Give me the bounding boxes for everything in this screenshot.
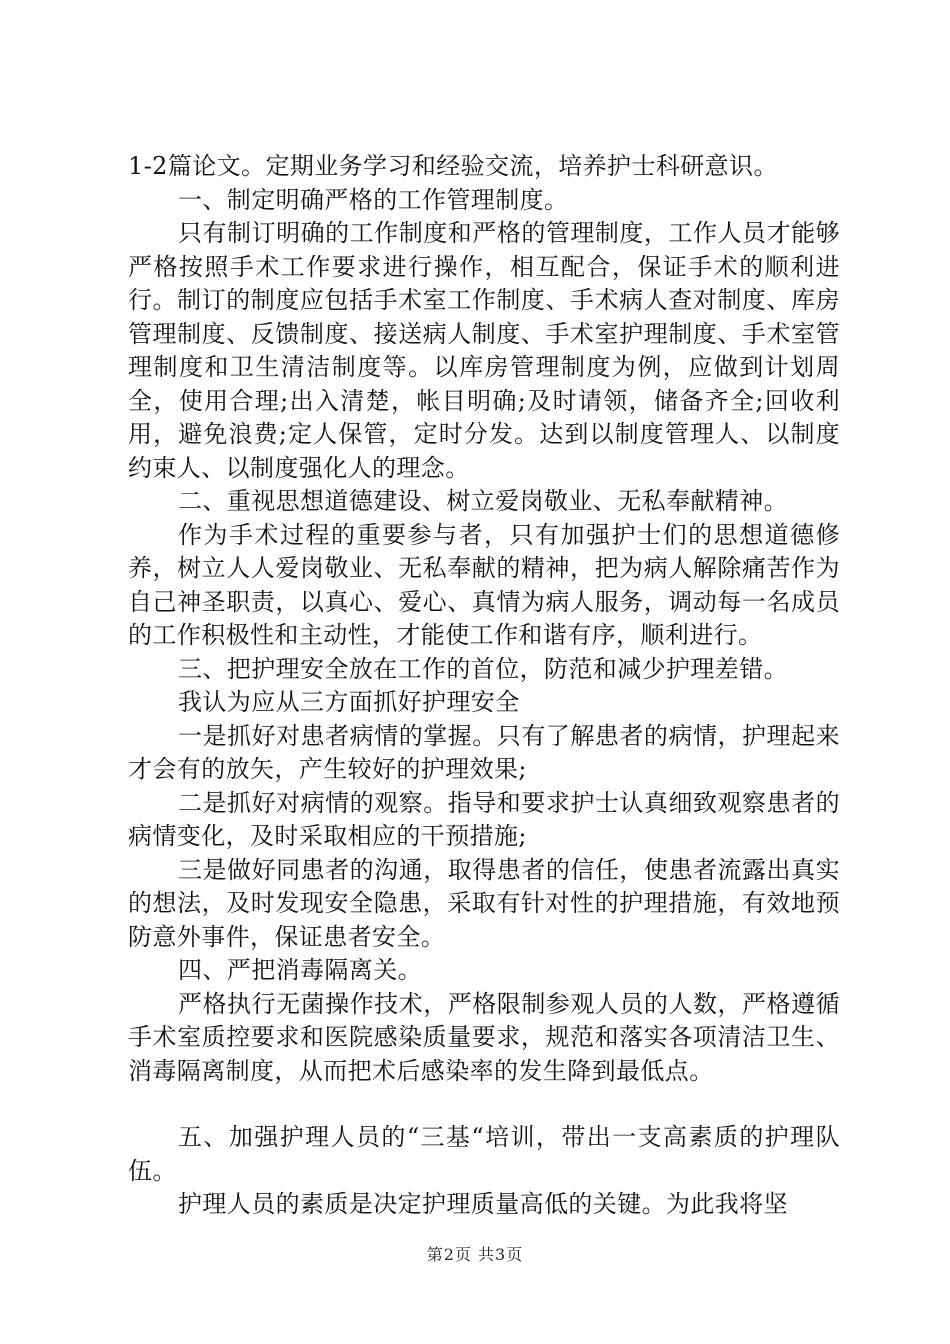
section-heading-5: 五、加强护理人员的“三基“培训，带出一支高素质的护理队伍。 [128, 1123, 840, 1185]
paragraph-safety-point-1: 一是抓好对患者病情的掌握。只有了解患者的病情，护理起来才会有的放矢，产生较好的护理效果; [128, 721, 840, 783]
paragraph-management-system: 只有制订明确的工作制度和严格的管理制度，工作人员才能够严格按照手术工作要求进行操作，相互配合，保证手术的顺利进行。制订的制度应包括手术室工作制度、手术病人查对制度、库房管理制度、反馈制度、接送病人制度、手术室护理制度、手术室管理制度和卫生清洁制度等。以库房管理制度为例，应做到计划周全，使用合理;出入清楚，帐目明确;及时请领，储备齐全;回收利用，避免浪费;定人保管，定时分发。达到以制度管理人、以制度约束人、以制度强化人的理念。 [128, 219, 840, 482]
section-heading-2: 二、重视思想道德建设、树立爱岗敬业、无私奉献精神。 [178, 487, 788, 515]
paragraph-safety-point-3: 三是做好同患者的沟通，取得患者的信任，使患者流露出真实的想法，及时发现安全隐患，采取有针对性的护理措施，有效地预防意外事件，保证患者安全。 [128, 855, 840, 951]
paragraph-staff-quality: 护理人员的素质是决定护理质量高低的关键。为此我将坚 [178, 1190, 788, 1218]
paragraph-continuation: 1-2篇论文。定期业务学习和经验交流，培养护士科研意识。 [128, 152, 778, 180]
document-body [128, 150, 840, 1222]
paragraph-disinfection: 严格执行无菌操作技术，严格限制参观人员的人数，严格遵循手术室质控要求和医院感染质量要求，规范和落实各项清洁卫生、消毒隔离制度，从而把术后感染率的发生降到最低点。 [128, 989, 840, 1085]
paragraph-ethics: 作为手术过程的重要参与者，只有加强护士们的思想道德修养，树立人人爱岗敬业、无私奉献的精神，把为病人解除痛苦作为自己神圣职责，以真心、爱心、真情为病人服务，调动每一名成员的工作积极性和主动性，才能使工作和谐有序，顺利进行。 [128, 520, 840, 649]
paragraph-safety-intro: 我认为应从三方面抓好护理安全 [178, 688, 520, 716]
paragraph-safety-point-2: 二是抓好对病情的观察。指导和要求护士认真细致观察患者的病情变化，及时采取相应的干预措施; [128, 788, 840, 850]
section-heading-1: 一、制定明确严格的工作管理制度。 [178, 185, 569, 214]
page-number-footer: 第2页 共3页 [426, 1245, 524, 1264]
section-heading-4: 四、严把消毒隔离关。 [178, 956, 422, 984]
section-heading-3: 三、把护理安全放在工作的首位，防范和减少护理差错。 [178, 654, 788, 683]
